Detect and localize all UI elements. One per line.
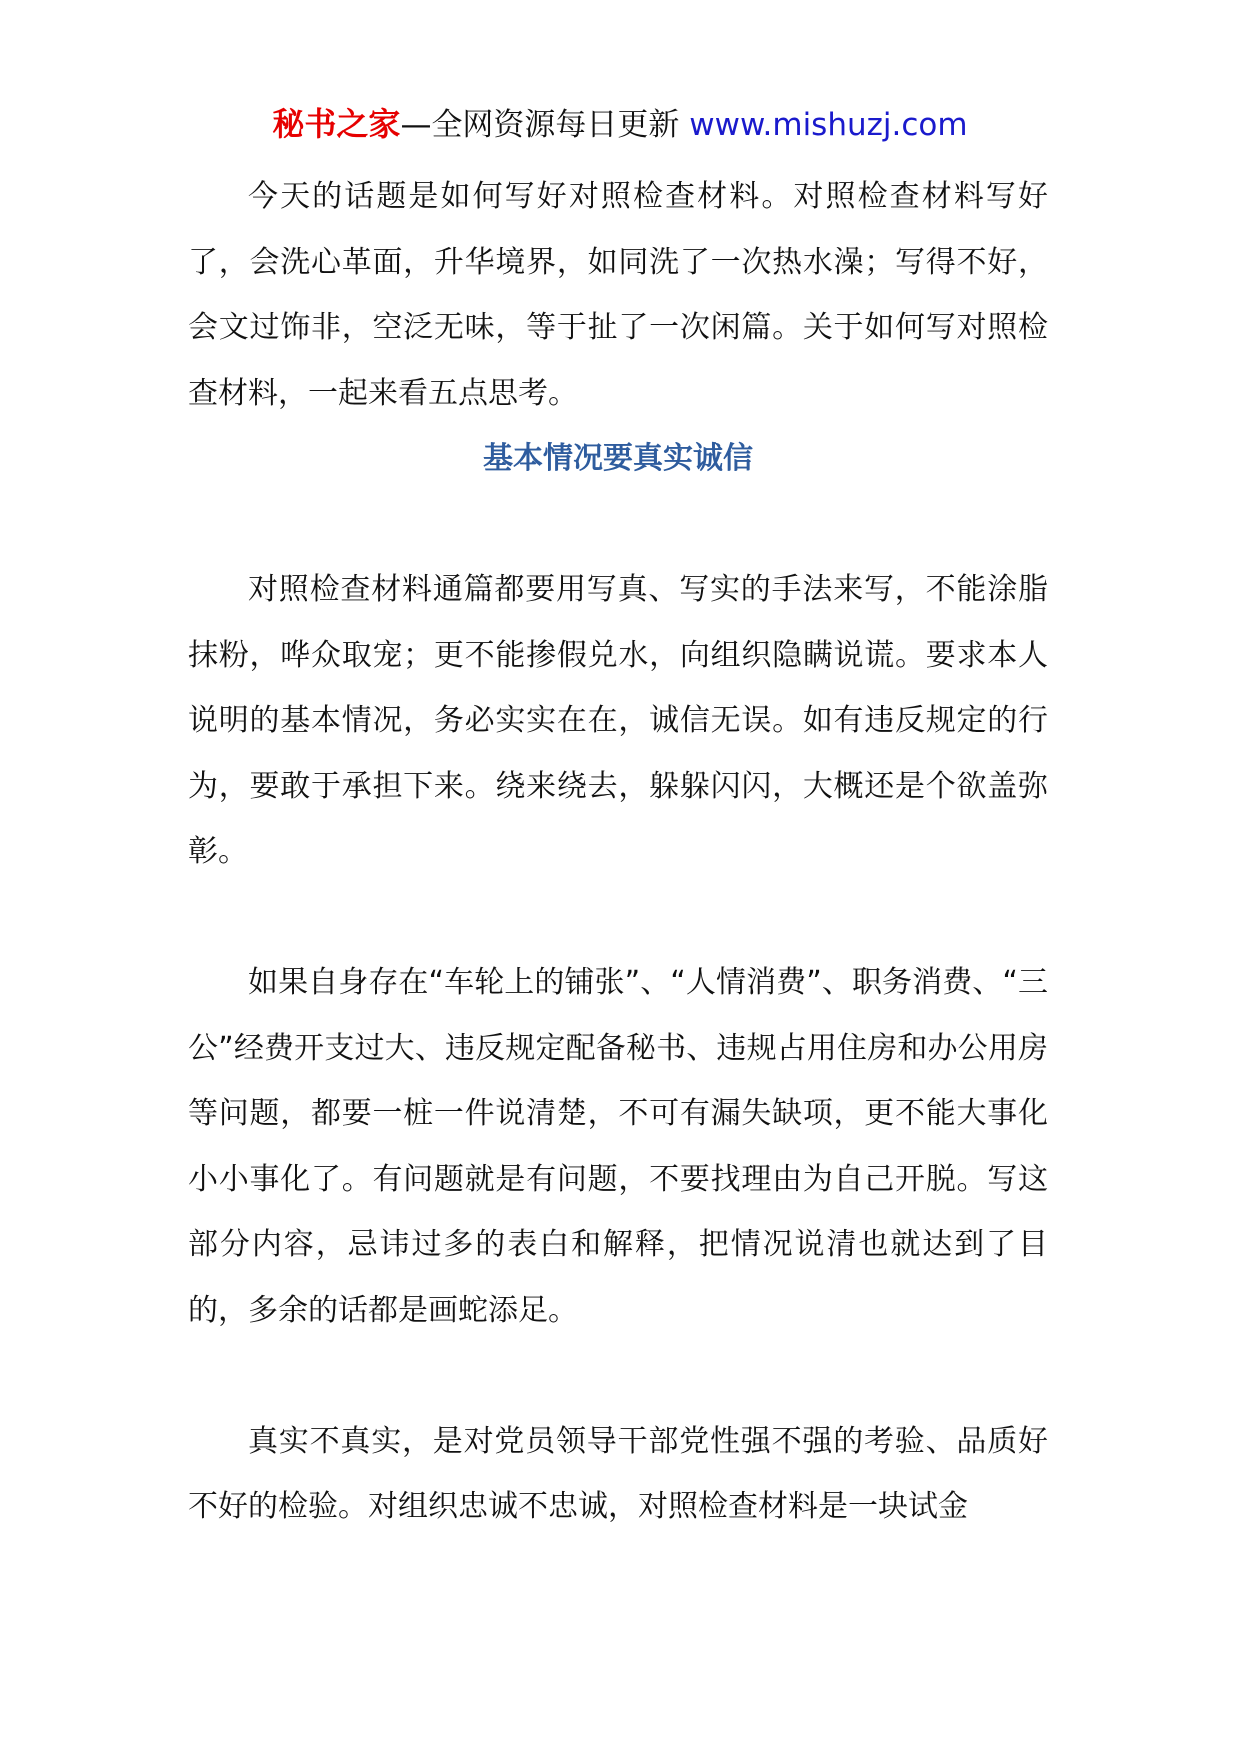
page-header (0, 100, 1240, 149)
header-slogan: —全网资源每日更新 (400, 107, 690, 143)
brand-name: 秘书之家 (272, 105, 401, 143)
document-body (188, 164, 1048, 1540)
body-paragraph-2: 如果自身存在“车轮上的铺张”、“人情消费”、职务消费、“三公”经费开支过大、违反规定配备秘书、违规占用住房和办公用房等问题，都要一桩一件说清楚，不可有漏失缺项，更不能大事化小小事化了。有问题就是有问题，不要找理由为自己开脱。写这部分内容，忌讳过多的表白和解释，把情况说清也就达到了目的，多余的话都是画蛇添足。 (188, 965, 1048, 1328)
body-paragraph-3: 真实不真实，是对党员领导干部党性强不强的考验、品质好不好的检验。对组织忠诚不忠诚，对照检查材料是一块试金 (188, 1423, 1048, 1524)
body-paragraph-1: 对照检查材料通篇都要用写真、写实的手法来写，不能涂脂抹粉，哗众取宠；更不能掺假兑水，向组织隐瞒说谎。要求本人说明的基本情况，务必实实在在，诚信无误。如有违反规定的行为，要敢于承担下来。绕来绕去，躲躲闪闪，大概还是个欲盖弥彰。 (188, 572, 1048, 869)
site-url-link[interactable]: www.mishuzj.com (689, 107, 968, 143)
section-heading: 基本情况要真实诚信 (483, 441, 753, 476)
intro-paragraph: 今天的话题是如何写好对照检查材料。对照检查材料写好了，会洗心革面，升华境界，如同洗了一次热水澡；写得不好，会文过饰非，空泛无味，等于扯了一次闲篇。关于如何写对照检查材料，一起来看五点思考。 (188, 179, 1048, 411)
